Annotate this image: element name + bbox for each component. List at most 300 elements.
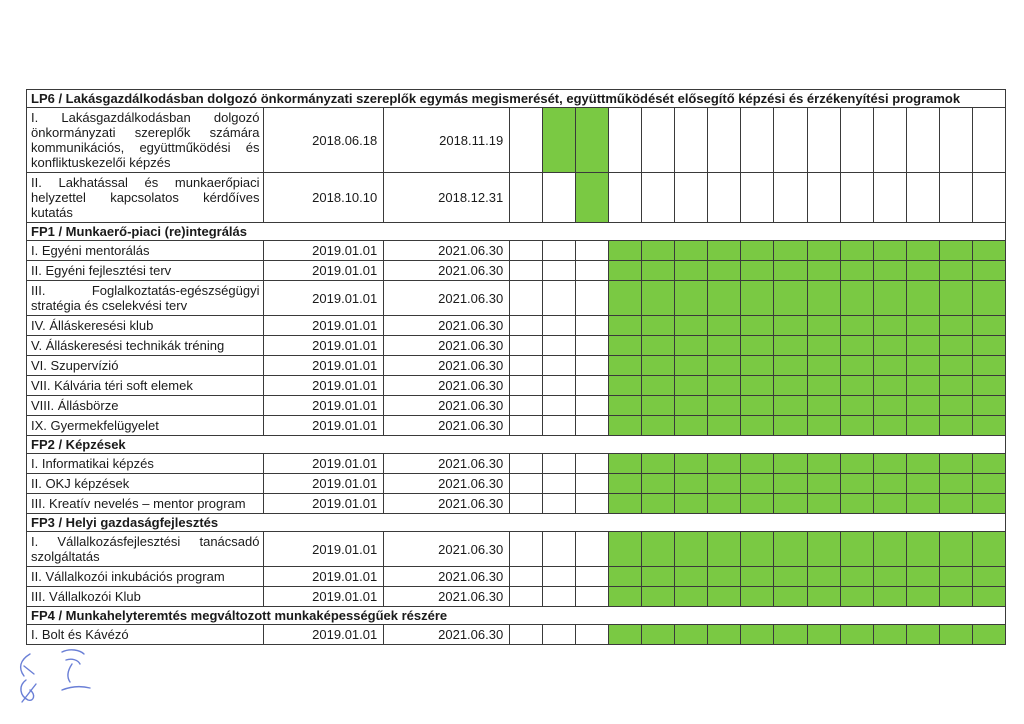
schedule-cell-active [543, 108, 576, 173]
schedule-row [27, 261, 1006, 281]
section-header-row [27, 607, 1006, 625]
schedule-cell-active [972, 416, 1005, 436]
end-date: 2021.06.30 [384, 261, 510, 281]
schedule-cell-active [873, 376, 906, 396]
schedule-row [27, 494, 1006, 514]
activity-name: I. Informatikai képzés [27, 454, 264, 474]
schedule-cell [576, 396, 609, 416]
section-header-row [27, 514, 1006, 532]
schedule-cell-active [906, 454, 939, 474]
schedule-row [27, 173, 1006, 223]
schedule-cell-active [675, 625, 708, 645]
schedule-body [27, 90, 1006, 645]
activity-name: I. Egyéni mentorálás [27, 241, 264, 261]
schedule-cell-active [873, 316, 906, 336]
schedule-cell-active [873, 587, 906, 607]
schedule-cell-active [609, 625, 642, 645]
schedule-cell-active [675, 396, 708, 416]
section-header-row [27, 436, 1006, 454]
schedule-cell-active [873, 356, 906, 376]
schedule-cell-active [675, 281, 708, 316]
schedule-row [27, 281, 1006, 316]
schedule-row [27, 396, 1006, 416]
schedule-cell-active [609, 241, 642, 261]
schedule-cell-active [774, 474, 807, 494]
start-date: 2019.01.01 [264, 336, 384, 356]
schedule-cell-active [708, 316, 741, 336]
schedule-cell [576, 241, 609, 261]
schedule-cell-active [873, 241, 906, 261]
schedule-cell [576, 356, 609, 376]
schedule-cell [543, 567, 576, 587]
schedule-cell-active [741, 281, 774, 316]
schedule-cell [609, 108, 642, 173]
schedule-cell-active [609, 532, 642, 567]
schedule-cell [543, 454, 576, 474]
schedule-row [27, 474, 1006, 494]
schedule-cell-active [675, 241, 708, 261]
schedule-cell [543, 336, 576, 356]
schedule-cell-active [807, 396, 840, 416]
activity-name: II. Vállalkozói inkubációs program [27, 567, 264, 587]
schedule-cell [543, 532, 576, 567]
schedule-cell-active [807, 587, 840, 607]
schedule-cell [840, 173, 873, 223]
schedule-cell-active [708, 241, 741, 261]
schedule-cell [510, 108, 543, 173]
schedule-cell [873, 173, 906, 223]
schedule-cell [576, 316, 609, 336]
schedule-cell [906, 108, 939, 173]
schedule-cell-active [708, 454, 741, 474]
section-title: FP1 / Munkaerő-piaci (re)integrálás [27, 223, 1006, 241]
schedule-cell-active [840, 625, 873, 645]
start-date: 2019.01.01 [264, 396, 384, 416]
schedule-cell-active [642, 316, 675, 336]
schedule-cell-active [972, 532, 1005, 567]
section-title: FP2 / Képzések [27, 436, 1006, 454]
schedule-cell-active [642, 356, 675, 376]
schedule-cell [741, 108, 774, 173]
schedule-cell [807, 108, 840, 173]
schedule-cell-active [675, 494, 708, 514]
schedule-cell [675, 173, 708, 223]
schedule-cell [543, 625, 576, 645]
schedule-cell-active [906, 396, 939, 416]
start-date: 2019.01.01 [264, 376, 384, 396]
schedule-cell-active [939, 356, 972, 376]
schedule-cell [741, 173, 774, 223]
section-header-row [27, 223, 1006, 241]
schedule-cell-active [774, 376, 807, 396]
schedule-cell-active [972, 567, 1005, 587]
schedule-cell [510, 173, 543, 223]
schedule-cell [543, 416, 576, 436]
schedule-row [27, 532, 1006, 567]
activity-name: I. Vállalkozásfejlesztési tanácsadó szolgáltatás [27, 532, 264, 567]
schedule-cell-active [609, 567, 642, 587]
schedule-cell-active [906, 261, 939, 281]
activity-name: V. Álláskeresési technikák tréning [27, 336, 264, 356]
schedule-cell-active [807, 316, 840, 336]
start-date: 2019.01.01 [264, 356, 384, 376]
schedule-cell-active [675, 336, 708, 356]
schedule-cell-active [708, 474, 741, 494]
start-date: 2019.01.01 [264, 241, 384, 261]
schedule-cell-active [708, 281, 741, 316]
section-header-row [27, 90, 1006, 108]
schedule-cell-active [708, 336, 741, 356]
schedule-cell-active [972, 281, 1005, 316]
schedule-cell-active [807, 454, 840, 474]
start-date: 2019.01.01 [264, 494, 384, 514]
schedule-cell [576, 494, 609, 514]
schedule-cell-active [906, 336, 939, 356]
schedule-row [27, 567, 1006, 587]
schedule-cell [543, 281, 576, 316]
schedule-cell [543, 316, 576, 336]
schedule-cell-active [642, 625, 675, 645]
schedule-cell-active [642, 567, 675, 587]
end-date: 2021.06.30 [384, 587, 510, 607]
schedule-cell-active [609, 396, 642, 416]
schedule-cell [510, 454, 543, 474]
end-date: 2021.06.30 [384, 396, 510, 416]
schedule-row [27, 376, 1006, 396]
activity-name: IV. Álláskeresési klub [27, 316, 264, 336]
schedule-cell [576, 454, 609, 474]
schedule-cell-active [906, 494, 939, 514]
schedule-cell [510, 474, 543, 494]
schedule-cell-active [741, 567, 774, 587]
activity-name: II. OKJ képzések [27, 474, 264, 494]
schedule-cell-active [939, 336, 972, 356]
schedule-cell-active [675, 316, 708, 336]
schedule-cell-active [807, 356, 840, 376]
schedule-cell-active [939, 567, 972, 587]
schedule-cell-active [642, 376, 675, 396]
schedule-cell-active [741, 396, 774, 416]
schedule-cell-active [939, 416, 972, 436]
schedule-cell-active [906, 474, 939, 494]
schedule-cell-active [873, 532, 906, 567]
schedule-cell-active [840, 416, 873, 436]
schedule-cell-active [741, 316, 774, 336]
schedule-cell [774, 108, 807, 173]
schedule-cell [543, 376, 576, 396]
schedule-cell-active [741, 416, 774, 436]
schedule-cell [543, 356, 576, 376]
schedule-cell-active [675, 567, 708, 587]
schedule-cell-active [906, 356, 939, 376]
end-date: 2021.06.30 [384, 532, 510, 567]
schedule-row [27, 416, 1006, 436]
schedule-cell-active [609, 416, 642, 436]
schedule-cell-active [807, 376, 840, 396]
schedule-cell [510, 356, 543, 376]
schedule-cell [543, 474, 576, 494]
schedule-cell-active [642, 336, 675, 356]
schedule-cell-active [609, 316, 642, 336]
activity-name: I. Lakásgazdálkodásban dolgozó önkormányzati szereplők számára kommunikációs, együttműködési és konfliktuskezelői képzés [27, 108, 264, 173]
section-title: LP6 / Lakásgazdálkodásban dolgozó önkormányzati szereplők egymás megismerését, együttműködését elősegítő képzési és érzékenyítési programok [27, 90, 1006, 108]
schedule-cell-active [642, 241, 675, 261]
schedule-cell-active [906, 416, 939, 436]
schedule-cell-active [807, 261, 840, 281]
schedule-cell-active [741, 494, 774, 514]
schedule-cell-active [807, 474, 840, 494]
schedule-cell-active [840, 316, 873, 336]
schedule-cell-active [741, 376, 774, 396]
schedule-cell [510, 396, 543, 416]
schedule-cell-active [774, 241, 807, 261]
schedule-cell-active [807, 532, 840, 567]
schedule-cell-active [873, 396, 906, 416]
start-date: 2019.01.01 [264, 281, 384, 316]
schedule-cell-active [609, 356, 642, 376]
schedule-cell-active [576, 108, 609, 173]
schedule-cell-active [873, 336, 906, 356]
schedule-cell-active [906, 376, 939, 396]
schedule-cell-active [972, 336, 1005, 356]
schedule-cell [576, 261, 609, 281]
schedule-cell-active [873, 567, 906, 587]
start-date: 2019.01.01 [264, 416, 384, 436]
schedule-cell-active [807, 416, 840, 436]
start-date: 2019.01.01 [264, 532, 384, 567]
schedule-cell-active [972, 376, 1005, 396]
schedule-cell-active [675, 454, 708, 474]
activity-name: II. Lakhatással és munkaerőpiaci helyzettel kapcsolatos kérdőíves kutatás [27, 173, 264, 223]
schedule-cell-active [840, 494, 873, 514]
section-title: FP3 / Helyi gazdaságfejlesztés [27, 514, 1006, 532]
schedule-cell [873, 108, 906, 173]
schedule-cell [576, 587, 609, 607]
schedule-cell-active [609, 587, 642, 607]
end-date: 2021.06.30 [384, 336, 510, 356]
schedule-cell [510, 587, 543, 607]
schedule-cell-active [972, 261, 1005, 281]
activity-name: II. Egyéni fejlesztési terv [27, 261, 264, 281]
end-date: 2021.06.30 [384, 454, 510, 474]
schedule-cell-active [609, 281, 642, 316]
schedule-cell-active [807, 281, 840, 316]
schedule-cell-active [906, 241, 939, 261]
schedule-cell-active [708, 587, 741, 607]
schedule-cell-active [972, 241, 1005, 261]
schedule-cell [543, 173, 576, 223]
schedule-cell-active [708, 396, 741, 416]
schedule-cell [576, 376, 609, 396]
schedule-cell-active [675, 474, 708, 494]
schedule-cell-active [939, 281, 972, 316]
schedule-cell-active [774, 494, 807, 514]
schedule-cell [576, 567, 609, 587]
end-date: 2021.06.30 [384, 316, 510, 336]
schedule-cell [510, 336, 543, 356]
schedule-cell-active [675, 416, 708, 436]
schedule-cell-active [972, 474, 1005, 494]
schedule-cell-active [774, 396, 807, 416]
schedule-cell-active [741, 336, 774, 356]
schedule-cell-active [642, 532, 675, 567]
activity-name: III. Kreatív nevelés – mentor program [27, 494, 264, 514]
start-date: 2019.01.01 [264, 316, 384, 336]
section-title: FP4 / Munkahelyteremtés megváltozott munkaképességűek részére [27, 607, 1006, 625]
schedule-cell-active [840, 356, 873, 376]
schedule-cell-active [774, 532, 807, 567]
schedule-cell [510, 625, 543, 645]
end-date: 2021.06.30 [384, 567, 510, 587]
schedule-cell-active [972, 587, 1005, 607]
schedule-row [27, 316, 1006, 336]
schedule-cell [576, 281, 609, 316]
schedule-cell [510, 494, 543, 514]
start-date: 2019.01.01 [264, 567, 384, 587]
schedule-cell-active [906, 281, 939, 316]
schedule-cell [708, 173, 741, 223]
schedule-cell-active [939, 532, 972, 567]
activity-name: IX. Gyermekfelügyelet [27, 416, 264, 436]
schedule-cell-active [840, 281, 873, 316]
end-date: 2018.11.19 [384, 108, 510, 173]
schedule-cell-active [774, 567, 807, 587]
schedule-cell-active [906, 532, 939, 567]
schedule-cell-active [807, 494, 840, 514]
schedule-cell-active [675, 261, 708, 281]
schedule-row [27, 625, 1006, 645]
schedule-cell [576, 416, 609, 436]
schedule-cell-active [906, 316, 939, 336]
schedule-cell-active [609, 494, 642, 514]
schedule-cell-active [774, 625, 807, 645]
schedule-cell [510, 281, 543, 316]
schedule-cell-active [642, 261, 675, 281]
schedule-cell-active [840, 474, 873, 494]
schedule-cell [543, 261, 576, 281]
schedule-cell [576, 625, 609, 645]
end-date: 2018.12.31 [384, 173, 510, 223]
schedule-cell [543, 494, 576, 514]
activity-name: VI. Szupervízió [27, 356, 264, 376]
activity-name: VII. Kálvária téri soft elemek [27, 376, 264, 396]
schedule-cell-active [708, 376, 741, 396]
schedule-cell [939, 108, 972, 173]
schedule-cell-active [939, 376, 972, 396]
schedule-cell-active [609, 376, 642, 396]
schedule-cell-active [642, 587, 675, 607]
schedule-row [27, 356, 1006, 376]
schedule-cell-active [972, 316, 1005, 336]
schedule-row [27, 108, 1006, 173]
schedule-cell-active [807, 241, 840, 261]
schedule-cell [675, 108, 708, 173]
schedule-cell-active [642, 474, 675, 494]
activity-name: I. Bolt és Kávézó [27, 625, 264, 645]
schedule-cell-active [840, 532, 873, 567]
schedule-cell-active [939, 241, 972, 261]
schedule-cell-active [774, 416, 807, 436]
schedule-cell-active [774, 587, 807, 607]
end-date: 2021.06.30 [384, 625, 510, 645]
schedule-sheet [26, 89, 1006, 645]
schedule-cell-active [873, 474, 906, 494]
schedule-cell [774, 173, 807, 223]
schedule-cell-active [972, 396, 1005, 416]
start-date: 2018.10.10 [264, 173, 384, 223]
schedule-cell-active [840, 396, 873, 416]
end-date: 2021.06.30 [384, 474, 510, 494]
schedule-cell-active [972, 454, 1005, 474]
schedule-cell-active [906, 587, 939, 607]
schedule-cell-active [840, 454, 873, 474]
schedule-cell-active [774, 336, 807, 356]
schedule-cell [906, 173, 939, 223]
schedule-cell [510, 261, 543, 281]
schedule-cell [972, 108, 1005, 173]
schedule-cell-active [972, 625, 1005, 645]
schedule-cell [576, 474, 609, 494]
schedule-cell-active [774, 356, 807, 376]
schedule-cell-active [873, 261, 906, 281]
end-date: 2021.06.30 [384, 241, 510, 261]
schedule-cell-active [708, 532, 741, 567]
activity-name: VIII. Állásbörze [27, 396, 264, 416]
schedule-cell-active [873, 416, 906, 436]
schedule-cell [543, 396, 576, 416]
schedule-row [27, 587, 1006, 607]
schedule-cell [510, 416, 543, 436]
schedule-cell-active [741, 241, 774, 261]
schedule-cell-active [939, 396, 972, 416]
schedule-cell [510, 532, 543, 567]
schedule-cell-active [708, 494, 741, 514]
schedule-cell [609, 173, 642, 223]
schedule-cell-active [840, 376, 873, 396]
schedule-cell-active [807, 625, 840, 645]
activity-name: III. Foglalkoztatás-egészségügyi stratégia és cselekvési terv [27, 281, 264, 316]
start-date: 2019.01.01 [264, 474, 384, 494]
schedule-cell-active [708, 567, 741, 587]
schedule-cell [543, 587, 576, 607]
schedule-cell-active [675, 376, 708, 396]
schedule-cell-active [609, 261, 642, 281]
schedule-cell-active [939, 587, 972, 607]
schedule-table [26, 89, 1006, 645]
end-date: 2021.06.30 [384, 416, 510, 436]
schedule-cell-active [939, 625, 972, 645]
schedule-cell [576, 532, 609, 567]
schedule-cell-active [642, 454, 675, 474]
schedule-cell-active [741, 356, 774, 376]
schedule-cell-active [972, 356, 1005, 376]
start-date: 2019.01.01 [264, 261, 384, 281]
handwritten-marks [10, 646, 100, 710]
start-date: 2019.01.01 [264, 454, 384, 474]
schedule-cell [840, 108, 873, 173]
schedule-cell-active [873, 454, 906, 474]
schedule-cell-active [774, 454, 807, 474]
schedule-cell-active [741, 261, 774, 281]
schedule-cell [807, 173, 840, 223]
schedule-cell-active [609, 454, 642, 474]
schedule-cell-active [609, 474, 642, 494]
schedule-cell-active [708, 261, 741, 281]
schedule-cell [543, 241, 576, 261]
schedule-cell-active [675, 532, 708, 567]
schedule-cell-active [774, 281, 807, 316]
schedule-cell-active [774, 316, 807, 336]
